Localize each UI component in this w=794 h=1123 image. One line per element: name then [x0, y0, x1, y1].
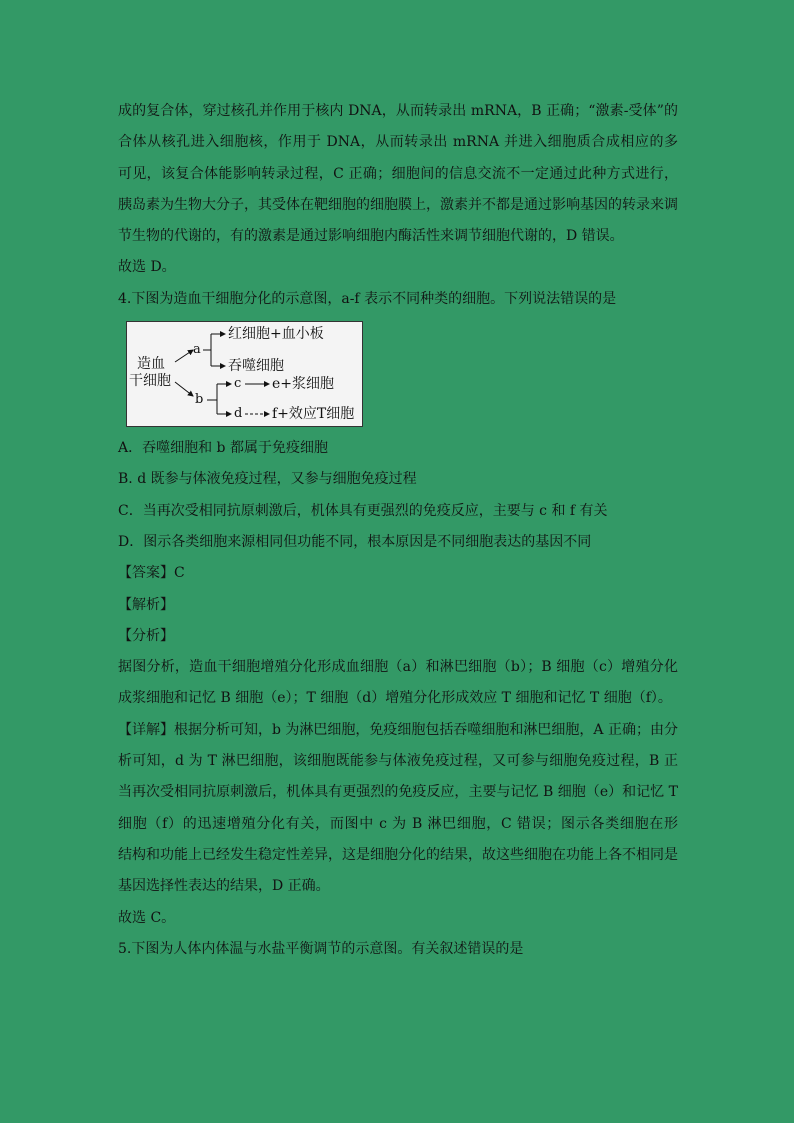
text-line: 据图分析，造血干细胞增殖分化形成血细胞（a）和淋巴细胞（b）；B 细胞（c）增殖分化 — [118, 659, 678, 676]
text-line: 胰岛素为生物大分子，其受体在靶细胞的细胞膜上，激素并不都是通过影响基因的转录来调 — [118, 196, 678, 213]
choice-line: 故选 D。 — [118, 259, 176, 276]
label-c: c — [234, 376, 242, 392]
stem-label-line1: 造血 — [137, 356, 165, 373]
label-c-out: e+浆细胞 — [272, 376, 335, 393]
stem-label-line2: 干细胞 — [129, 373, 171, 390]
text-line: 成的复合体，穿过核孔并作用于核内 DNA，从而转录出 mRNA，B 正确；“激素-受体”的 — [118, 103, 678, 119]
text-line: 当再次受相同抗原刺激后，机体具有更强烈的免疫反应，主要与记忆 B 细胞（e）和记忆 T — [118, 784, 678, 801]
arrow-stem-b — [175, 382, 193, 396]
option-a: A．吞噬细胞和 b 都属于免疫细胞 — [118, 440, 328, 457]
fenxi-title: 【分析】 — [118, 627, 174, 644]
text-line: 结构和功能上已经发生稳定性差异，这是细胞分化的结果，故这些细胞在功能上各不相同是 — [118, 846, 678, 863]
choice-line: 故选 C。 — [118, 909, 176, 926]
document-page — [118, 96, 678, 965]
label-a-out1: 红细胞+血小板 — [228, 326, 324, 343]
text-line: 细胞（f）的迅速增殖分化有关，而图中 c 为 B 淋巴细胞，C 错误；图示各类细胞在形 — [118, 815, 678, 832]
label-b: b — [195, 392, 204, 408]
answer-line: 【答案】C — [118, 565, 185, 582]
option-c: C．当再次受相同抗原刺激后，机体具有更强烈的免疫反应，主要与 c 和 f 有关 — [118, 502, 608, 519]
label-a: a — [193, 342, 201, 358]
label-a-out2: 吞噬细胞 — [228, 358, 284, 375]
text-line: 基因选择性表达的结果，D 正确。 — [118, 878, 330, 895]
text-line: 可见，该复合体能影响转录过程，C 正确；细胞间的信息交流不一定通过此种方式进行， — [118, 165, 678, 182]
option-b: B. d 既参与体液免疫过程，又参与细胞免疫过程 — [118, 471, 417, 488]
analysis-title: 【解析】 — [118, 596, 174, 613]
label-d-out: f+效应T细胞 — [272, 406, 355, 423]
stem-cell-diagram — [126, 321, 363, 427]
text-line: 析可知，d 为 T 淋巴细胞，该细胞既能参与体液免疫过程，又可参与细胞免疫过程，B 正 — [118, 753, 678, 770]
text-line: 合体从核孔进入细胞核，作用于 DNA，从而转录出 mRNA 并进入细胞质合成相应的多 — [118, 134, 678, 151]
option-d: D．图示各类细胞来源相同但功能不同，根本原因是不同细胞表达的基因不同 — [118, 533, 592, 550]
text-line: 节生物的代谢的，有的激素是通过影响细胞内酶活性来调节细胞代谢的，D 错误。 — [118, 228, 624, 245]
label-d: d — [234, 406, 243, 422]
arrow-stem-a — [175, 350, 193, 362]
text-line: 成浆细胞和记忆 B 细胞（e）；T 细胞（d）增殖分化形成效应 T 细胞和记忆 T 细胞（f）。 — [118, 690, 672, 707]
question-4: 4.下图为造血干细胞分化的示意图，a-f 表示不同种类的细胞。下列说法错误的是 — [118, 290, 617, 307]
text-line: 【详解】根据分析可知，b 为淋巴细胞，免疫细胞包括吞噬细胞和淋巴细胞，A 正确；由分 — [118, 721, 678, 738]
question-5: 5.下图为人体内体温与水盐平衡调节的示意图。有关叙述错误的是 — [118, 940, 524, 957]
